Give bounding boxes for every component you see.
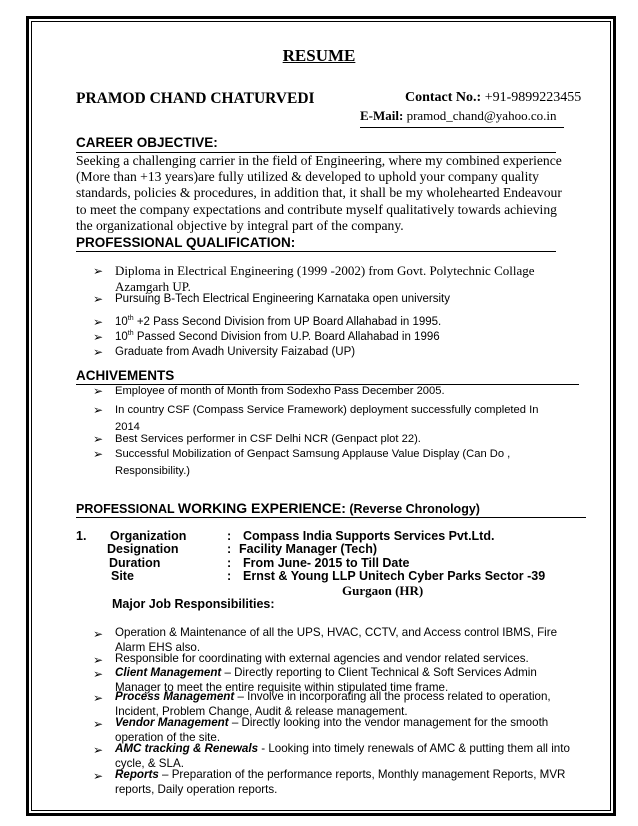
qualification-text bbox=[115, 329, 440, 345]
responsibility-detail: – Directly reporting to Client Technical & Soft Services Admin Manager to meet the entire requisite within stipulated time frame. bbox=[115, 666, 537, 694]
qualification-heading: PROFESSIONAL QUALIFICATION: bbox=[76, 235, 296, 250]
responsibility-item bbox=[93, 742, 585, 771]
arrow-bullet-icon: ➢ bbox=[93, 403, 104, 417]
responsibility-text bbox=[115, 768, 585, 797]
career-line: (More than +13 years)are fully utilized & developed to uphold your company quality bbox=[76, 169, 539, 185]
resume-title: RESUME bbox=[282, 46, 356, 65]
qualification-item bbox=[93, 344, 355, 360]
designation-label: Designation bbox=[107, 542, 179, 556]
experience-rule bbox=[76, 517, 586, 518]
candidate-name: PRAMOD CHAND CHATURVEDI bbox=[76, 90, 315, 107]
arrow-bullet-icon: ➢ bbox=[93, 667, 104, 681]
arrow-bullet-icon: ➢ bbox=[93, 345, 104, 359]
arrow-bullet-icon: ➢ bbox=[93, 717, 104, 731]
achievement-text: Employee of month of Month from Sodexho Pass December 2005. bbox=[115, 385, 445, 397]
site-colon: : bbox=[227, 569, 232, 583]
contact-value: +91-9899223455 bbox=[484, 90, 582, 105]
responsibility-text bbox=[115, 690, 585, 719]
qualification-item bbox=[93, 314, 441, 330]
duration-colon: : bbox=[227, 556, 232, 570]
duration-label: Duration bbox=[109, 556, 161, 570]
achievement-item bbox=[93, 431, 421, 447]
arrow-bullet-icon: ➢ bbox=[93, 691, 104, 705]
qualification-detail: +2 Pass Second Division from UP Board Allahabad in 1995. bbox=[133, 316, 442, 328]
duration-value: From June- 2015 to Till Date bbox=[243, 556, 410, 570]
responsibility-text bbox=[115, 742, 585, 771]
arrow-bullet-icon: ➢ bbox=[93, 769, 104, 783]
arrow-bullet-icon: ➢ bbox=[93, 264, 104, 278]
job-number: 1. bbox=[76, 529, 87, 543]
career-objective-text bbox=[76, 153, 570, 234]
qualification-grade: 10 bbox=[115, 316, 128, 328]
achievement-item bbox=[93, 446, 510, 480]
arrow-bullet-icon: ➢ bbox=[93, 432, 104, 446]
site-label: Site bbox=[111, 569, 134, 583]
qualification-rule bbox=[76, 251, 556, 252]
responsibility-lead: Process Management bbox=[115, 690, 235, 703]
qualification-grade: 10 bbox=[115, 331, 128, 343]
qualification-text: Pursuing B-Tech Electrical Engineering Karnataka open university bbox=[115, 293, 450, 305]
arrow-bullet-icon: ➢ bbox=[93, 315, 104, 329]
arrow-bullet-icon: ➢ bbox=[93, 447, 104, 461]
qualification-text: Azamgarh UP. bbox=[115, 279, 191, 294]
site-city: Gurgaon (HR) bbox=[342, 583, 424, 598]
career-line: Seeking a challenging carrier in the field of Engineering, where my combined experience bbox=[76, 153, 562, 168]
contact-label: Contact No.: bbox=[405, 90, 482, 105]
email-line bbox=[360, 108, 556, 124]
designation-value: Facility Manager (Tech) bbox=[239, 542, 377, 556]
arrow-bullet-icon: ➢ bbox=[93, 627, 104, 641]
responsibility-detail: – Preparation of the performance reports, Monthly management Reports, MVR reports, Daily operation reports. bbox=[115, 768, 566, 796]
arrow-bullet-icon: ➢ bbox=[93, 384, 104, 398]
arrow-bullet-icon: ➢ bbox=[93, 743, 104, 757]
responsibility-item bbox=[93, 690, 585, 719]
qualification-item bbox=[93, 329, 440, 345]
responsibility-lead: Client Management bbox=[115, 666, 222, 679]
superscript-th: th bbox=[127, 315, 134, 323]
achievement-text: Responsibility.) bbox=[115, 465, 191, 477]
designation-colon: : bbox=[227, 542, 232, 556]
responsibility-item bbox=[93, 768, 585, 797]
qualification-detail: Passed Second Division from U.P. Board Allahabad in 1996 bbox=[133, 331, 440, 343]
responsibility-text bbox=[115, 716, 585, 745]
achievement-text: In country CSF (Compass Service Framework) deployment successfully completed In bbox=[115, 404, 539, 416]
responsibility-lead: Reports bbox=[115, 768, 159, 781]
career-line: the organizational objective by integral part of the company. bbox=[76, 217, 404, 233]
career-line: to meet the company expectations and contribute myself qualitatively towards achieving bbox=[76, 201, 557, 217]
org-colon: : bbox=[227, 529, 232, 543]
site-value: Ernst & Young LLP Unitech Cyber Parks Sector -39 bbox=[243, 569, 546, 583]
arrow-bullet-icon: ➢ bbox=[93, 330, 104, 344]
responsibility-lead: AMC tracking & Renewals bbox=[115, 742, 259, 755]
responsibility-item bbox=[93, 716, 585, 745]
org-value: Compass India Supports Services Pvt.Ltd. bbox=[243, 529, 495, 543]
career-line: standards, policies & procedures, in addition that, it shall be my wholehearted Endeavour bbox=[76, 185, 562, 201]
achievement-text: 2014 bbox=[115, 421, 140, 433]
achievement-item bbox=[93, 383, 445, 399]
superscript-th: th bbox=[127, 330, 134, 338]
qualification-text: Graduate from Avadh University Faizabad (UP) bbox=[115, 346, 356, 358]
responsibility-detail: – Directly looking into the vendor management for the smooth operation of the site. bbox=[115, 716, 549, 744]
responsibilities-heading: Major Job Responsibilities: bbox=[112, 597, 275, 611]
email-value: pramod_chand@yahoo.co.in bbox=[406, 108, 557, 123]
responsibility-detail: – Involve in incorporating all the process related to operation, Incident, Problem Change, Audit & release management. bbox=[115, 690, 551, 718]
achievement-text: Best Services performer in CSF Delhi NCR (Genpact plot 22). bbox=[115, 433, 421, 445]
achievements-heading: ACHIVEMENTS bbox=[76, 368, 175, 383]
experience-heading-part: WORKING EXPERIENCE: bbox=[177, 500, 346, 516]
responsibility-lead: Vendor Management bbox=[115, 716, 229, 729]
responsibility-text: Responsible for coordinating with external agencies and vendor related services. bbox=[115, 652, 529, 665]
experience-heading bbox=[76, 500, 480, 518]
qualification-item bbox=[93, 291, 450, 307]
qualification-text: Diploma in Electrical Engineering (1999 -2002) from Govt. Polytechnic Collage bbox=[115, 263, 535, 278]
org-label: Organization bbox=[110, 529, 187, 543]
header-rule bbox=[360, 127, 564, 128]
email-label: E-Mail: bbox=[360, 108, 404, 123]
arrow-bullet-icon: ➢ bbox=[93, 292, 104, 306]
responsibility-detail: - Looking into timely renewals of AMC & putting them all into cycle, & SLA. bbox=[115, 742, 570, 770]
responsibility-text: Operation & Maintenance of all the UPS, HVAC, CCTV, and Access control IBMS, Fire Alarm EHS also. bbox=[115, 626, 558, 654]
experience-heading-part: (Reverse Chronology) bbox=[345, 502, 480, 516]
responsibility-item bbox=[93, 626, 585, 655]
arrow-bullet-icon: ➢ bbox=[93, 653, 104, 667]
contact-number bbox=[405, 90, 581, 106]
qualification-text bbox=[115, 314, 441, 330]
experience-heading-part: PROFESSIONAL bbox=[76, 502, 178, 516]
career-objective-heading: CAREER OBJECTIVE: bbox=[76, 135, 218, 150]
achievement-text: Successful Mobilization of Genpact Samsung Applause Value Display (Can Do , bbox=[115, 448, 511, 460]
